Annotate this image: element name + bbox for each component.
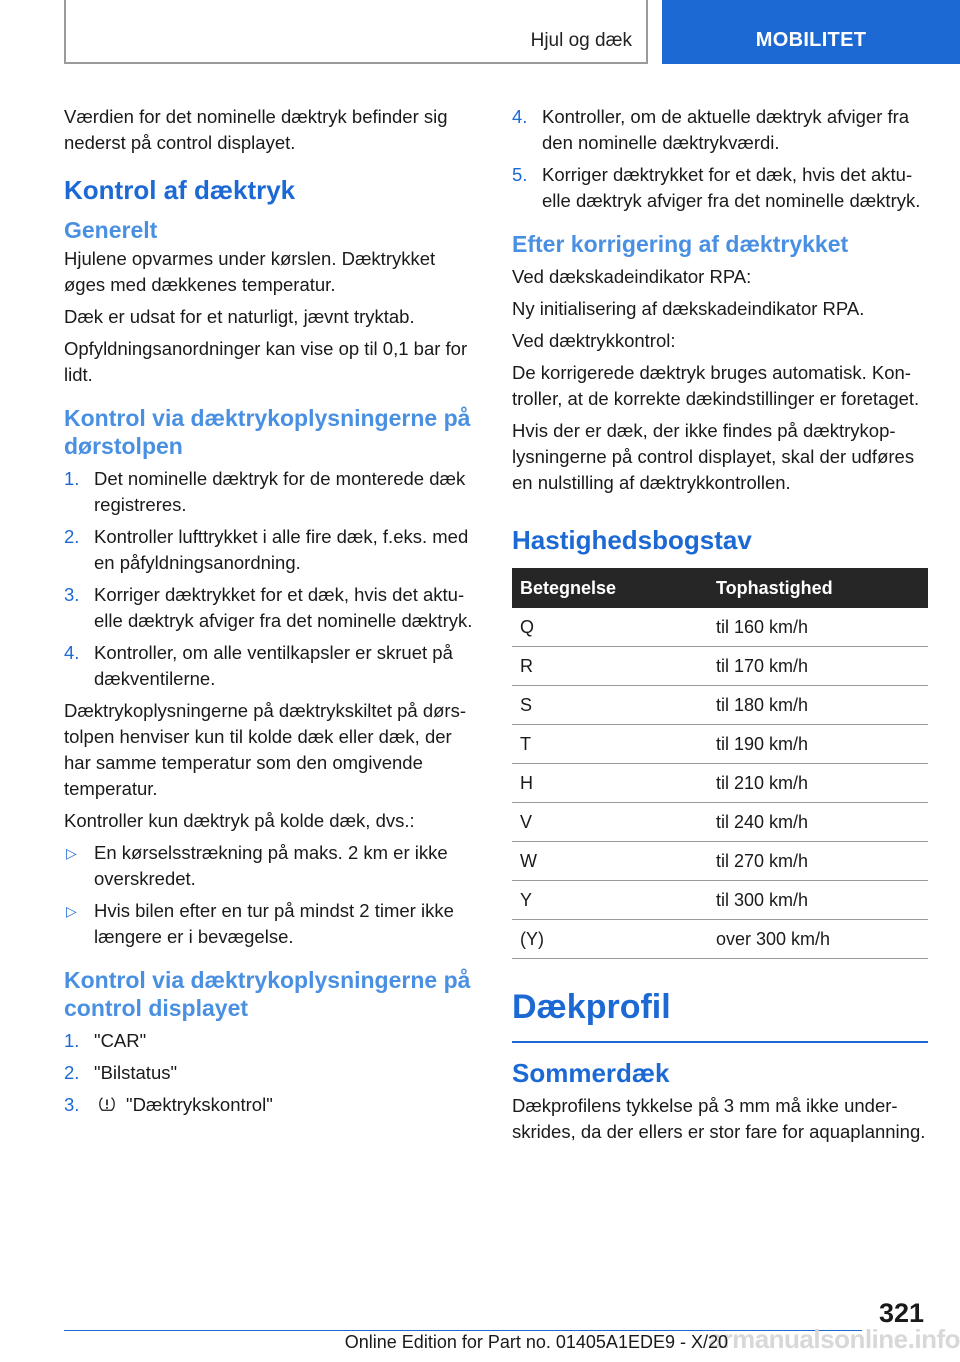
intro-paragraph: Værdien for det nominelle dæktryk befinder sig nederst på control displayet. — [64, 106, 448, 153]
paragraph: De korrigerede dæktryk bruges automatisk. Kontroller, at de korrekte dækindstillinger er foretaget. — [512, 362, 920, 409]
table-cell: Y — [512, 881, 708, 920]
table-row — [512, 686, 928, 725]
paragraph: Ved dæktrykkontrol: — [512, 330, 676, 351]
paragraph: Dækprofilens tykkelse på 3 mm må ikke underskrides, da der ellers er stor fare for aquaplanning. — [512, 1095, 926, 1142]
step-number: 4. — [512, 106, 528, 127]
step-text: Korriger dæktrykket for et dæk, hvis det aktuelle dæktryk afviger fra det nominelle dæktryk. — [94, 584, 473, 631]
table-cell: H — [512, 764, 708, 803]
list-item — [64, 898, 480, 950]
heading-generelt: Generelt — [64, 217, 158, 243]
paragraph: Dæk er udsat for et naturligt, jævnt tryktab. — [64, 306, 415, 327]
paragraph: Hvis der er dæk, der ikke findes på dæktrykoplysningerne på control displayet, skal der udføres en nulstilling af dæktrykkontrollen. — [512, 420, 915, 493]
chapter-heading-block — [512, 987, 928, 1043]
step-number: 1. — [64, 468, 80, 489]
table-cell: over 300 km/h — [708, 920, 928, 959]
bullet-text: Hvis bilen efter en tur på mindst 2 timer ikke længere er i bevægelse. — [94, 900, 454, 947]
step-number: 3. — [64, 584, 80, 605]
footer-edition: Online Edition for Part no. 01405A1EDE9 - X/20 — [344, 1332, 728, 1352]
column-header: Betegnelse — [512, 568, 708, 608]
table-row — [512, 725, 928, 764]
heading-kontrol-af-daektryk: Kontrol af dæktryk — [64, 175, 296, 205]
speed-rating-table — [512, 568, 928, 959]
table-cell: til 210 km/h — [708, 764, 928, 803]
section-title: Hjul og dæk — [530, 30, 632, 51]
left-column — [64, 104, 480, 1124]
heading-sommerdaek: Sommerdæk — [512, 1058, 670, 1088]
column-header: Tophastighed — [708, 568, 928, 608]
table-header-row — [512, 568, 928, 608]
table-cell: til 180 km/h — [708, 686, 928, 725]
paragraph: Dæktrykoplysningerne på dæktrykskiltet på dørstolpen henviser kun til kolde dæk eller dæk, der har samme temperatur som den omgivende temperatur. — [64, 700, 467, 799]
step-number: 1. — [64, 1030, 80, 1051]
heading-kontrol-via-control-display: Kontrol via dæktrykoplysningerne på control displayet — [64, 967, 471, 1021]
table-row — [512, 764, 928, 803]
table-row — [512, 647, 928, 686]
table-cell: R — [512, 647, 708, 686]
table-cell: til 270 km/h — [708, 842, 928, 881]
triangle-bullet-icon: ▷ — [66, 903, 77, 919]
step-number: 5. — [512, 164, 528, 185]
steps-doerstolpen — [64, 466, 480, 692]
step-text: Det nominelle dæktryk for de monterede dæk registreres. — [94, 468, 466, 515]
step-text: "CAR" — [94, 1030, 147, 1051]
table-cell: til 190 km/h — [708, 725, 928, 764]
table-cell: til 300 km/h — [708, 881, 928, 920]
paragraph: Hjulene opvarmes under kørslen. Dæktrykket øges med dækkenes temperatur. — [64, 248, 436, 295]
step-number: 2. — [64, 1062, 80, 1083]
list-item — [64, 582, 480, 634]
right-column — [512, 104, 928, 1151]
steps-continued — [512, 104, 928, 214]
step-text: Kontroller, om alle ventilkapsler er skruet på dækventilerne. — [94, 642, 453, 689]
paragraph: Kontroller kun dæktryk på kolde dæk, dvs.: — [64, 810, 415, 831]
heading-efter-korrigering: Efter korrigering af dæktrykket — [512, 231, 849, 257]
tire-pressure-warning-icon — [98, 1095, 116, 1113]
table-cell: T — [512, 725, 708, 764]
bullet-text: En kørselsstrækning på maks. 2 km er ikke overskredet. — [94, 842, 448, 889]
table-row — [512, 842, 928, 881]
list-item — [512, 162, 928, 214]
step-number: 4. — [64, 642, 80, 663]
steps-control-display — [64, 1028, 480, 1118]
table-cell: til 240 km/h — [708, 803, 928, 842]
paragraph: Opfyldningsanordninger kan vise op til 0,1 bar for lidt. — [64, 338, 468, 385]
table-row — [512, 608, 928, 647]
step-text: Kontroller, om de aktuelle dæktryk afviger fra den nominelle dæktrykværdi. — [542, 106, 910, 153]
paragraph: Ny initialisering af dækskadeindikator RPA. — [512, 298, 865, 319]
list-item — [512, 104, 928, 156]
page-number: 321 — [878, 1298, 924, 1328]
bullet-list — [64, 840, 480, 950]
list-item — [64, 524, 480, 576]
heading-daekprofil: Dækprofil — [512, 988, 671, 1026]
table-cell: til 170 km/h — [708, 647, 928, 686]
table-cell: (Y) — [512, 920, 708, 959]
table-row — [512, 881, 928, 920]
triangle-bullet-icon: ▷ — [66, 845, 77, 861]
table-cell: W — [512, 842, 708, 881]
watermark: armanualsonline.info — [708, 1324, 960, 1354]
paragraph: Ved dækskadeindikator RPA: — [512, 266, 752, 287]
step-number: 2. — [64, 526, 80, 547]
chapter-tab: MOBILITET — [662, 0, 960, 64]
table-row — [512, 920, 928, 959]
heading-hastighedsbogstav: Hastighedsbogstav — [512, 525, 752, 555]
table-cell: til 160 km/h — [708, 608, 928, 647]
table-cell: Q — [512, 608, 708, 647]
step-text: "Bilstatus" — [94, 1062, 178, 1083]
step-number: 3. — [64, 1094, 80, 1115]
table-row — [512, 803, 928, 842]
step-text: Korriger dæktrykket for et dæk, hvis det aktuelle dæktryk afviger fra det nominelle dæktryk. — [542, 164, 921, 211]
list-item — [64, 1028, 480, 1054]
step-text: "Dæktrykskontrol" — [126, 1094, 273, 1115]
list-item — [64, 840, 480, 892]
step-text: Kontroller lufttrykket i alle fire dæk, f.eks. med en påfyldningsanordning. — [94, 526, 469, 573]
list-item — [64, 640, 480, 692]
table-cell: V — [512, 803, 708, 842]
table-cell: S — [512, 686, 708, 725]
list-item — [64, 466, 480, 518]
heading-kontrol-via-doerstolpen: Kontrol via dæktrykoplysningerne på dørstolpen — [64, 405, 471, 459]
list-item — [64, 1092, 480, 1118]
list-item — [64, 1060, 480, 1086]
